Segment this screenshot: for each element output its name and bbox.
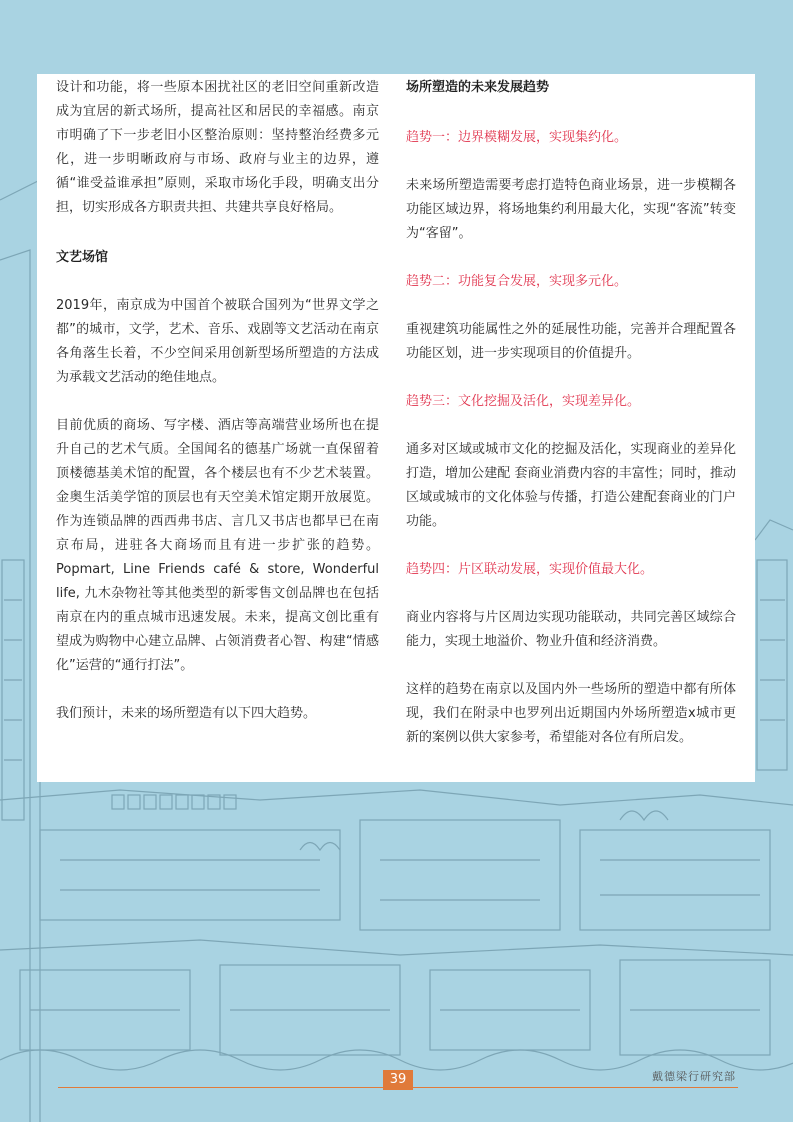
trend-4-title: 趋势四：片区联动发展，实现价值最大化。 [406,562,654,577]
trend-2-title: 趋势二：功能复合发展，实现多元化。 [406,274,628,289]
paragraph-community-renewal: 设计和功能，将一些原本困扰社区的老旧空间重新改造成为宜居的新式场所，提高社区和居民的幸福感。南京市明确了下一步老旧小区整治原则：坚持整治经费多元化，进一步明晰政府与市场、政府与业主的边界，遵循“谁受益谁承担”原则，采取市场化手段，明确支出分担，切实形成各方职责共担、共建共享良好格局。 [56,80,379,215]
trend-4-body: 商业内容将与片区周边实现功能联动，共同完善区域综合能力，实现土地溢价、物业升值和经济消费。 [406,610,736,649]
heading-future-trends: 场所塑造的未来发展趋势 [406,80,550,95]
trend-1-body: 未来场所塑造需要考虑打造特色商业场景，进一步模糊各功能区域边界，将场地集约利用最大化，实现“客流”转变为“客留”。 [406,178,736,241]
content-panel [37,74,755,782]
page-number: 39 [383,1070,413,1090]
trend-2-body: 重视建筑功能属性之外的延展性功能，完善并合理配置各功能区划，进一步实现项目的价值提升。 [406,322,736,361]
paragraph-premium-venues: 目前优质的商场、写字楼、酒店等高端营业场所也在提升自己的艺术气质。全国闻名的德基广场就一直保留着顶楼德基美术馆的配置，各个楼层也有不少艺术装置。金奥生活美学馆的顶层也有天空美术馆定期开放展览。作为连锁品牌的西西弗书店、言几又书店也都早已在南京布局，进驻各大商场而且有进一步扩张的趋势。Popmart, Line Friends café & store, Wonderful life, 九木杂物社等其他类型的新零售文创品牌也在包括南京在内的重点城市迅速发展。未来，提高文创比重有望成为购物中心建立品牌、占领消费者心智、构建“情感化”运营的“通行打法”。 [56,418,379,673]
paragraph-four-trends-intro: 我们预计，未来的场所塑造有以下四大趋势。 [56,706,317,721]
trend-3-title: 趋势三：文化挖掘及活化，实现差异化。 [406,394,641,409]
trend-1-title: 趋势一：边界模糊发展，实现集约化。 [406,130,628,145]
footer-department: 戴德梁行研究部 [652,1070,736,1083]
trend-3-body: 通多对区域或城市文化的挖掘及活化，实现商业的差异化打造，增加公建配 套商业消费内容的丰富性；同时，推动区域或城市的文化体验与传播，打造公建配套商业的门户功能。 [406,442,736,529]
paragraph-city-of-literature: 2019年，南京成为中国首个被联合国列为“世界文学之都”的城市，文学，艺术、音乐、戏剧等文艺活动在南京各角落生长着，不少空间采用创新型场所塑造的方法成为承载文艺活动的绝佳地点。 [56,298,379,385]
heading-arts-venues: 文艺场馆 [56,250,109,265]
closing-paragraph: 这样的趋势在南京以及国内外一些场所的塑造中都有所体现，我们在附录中也罗列出近期国内外场所塑造x城市更新的案例以供大家参考，希望能对各位有所启发。 [406,682,736,745]
